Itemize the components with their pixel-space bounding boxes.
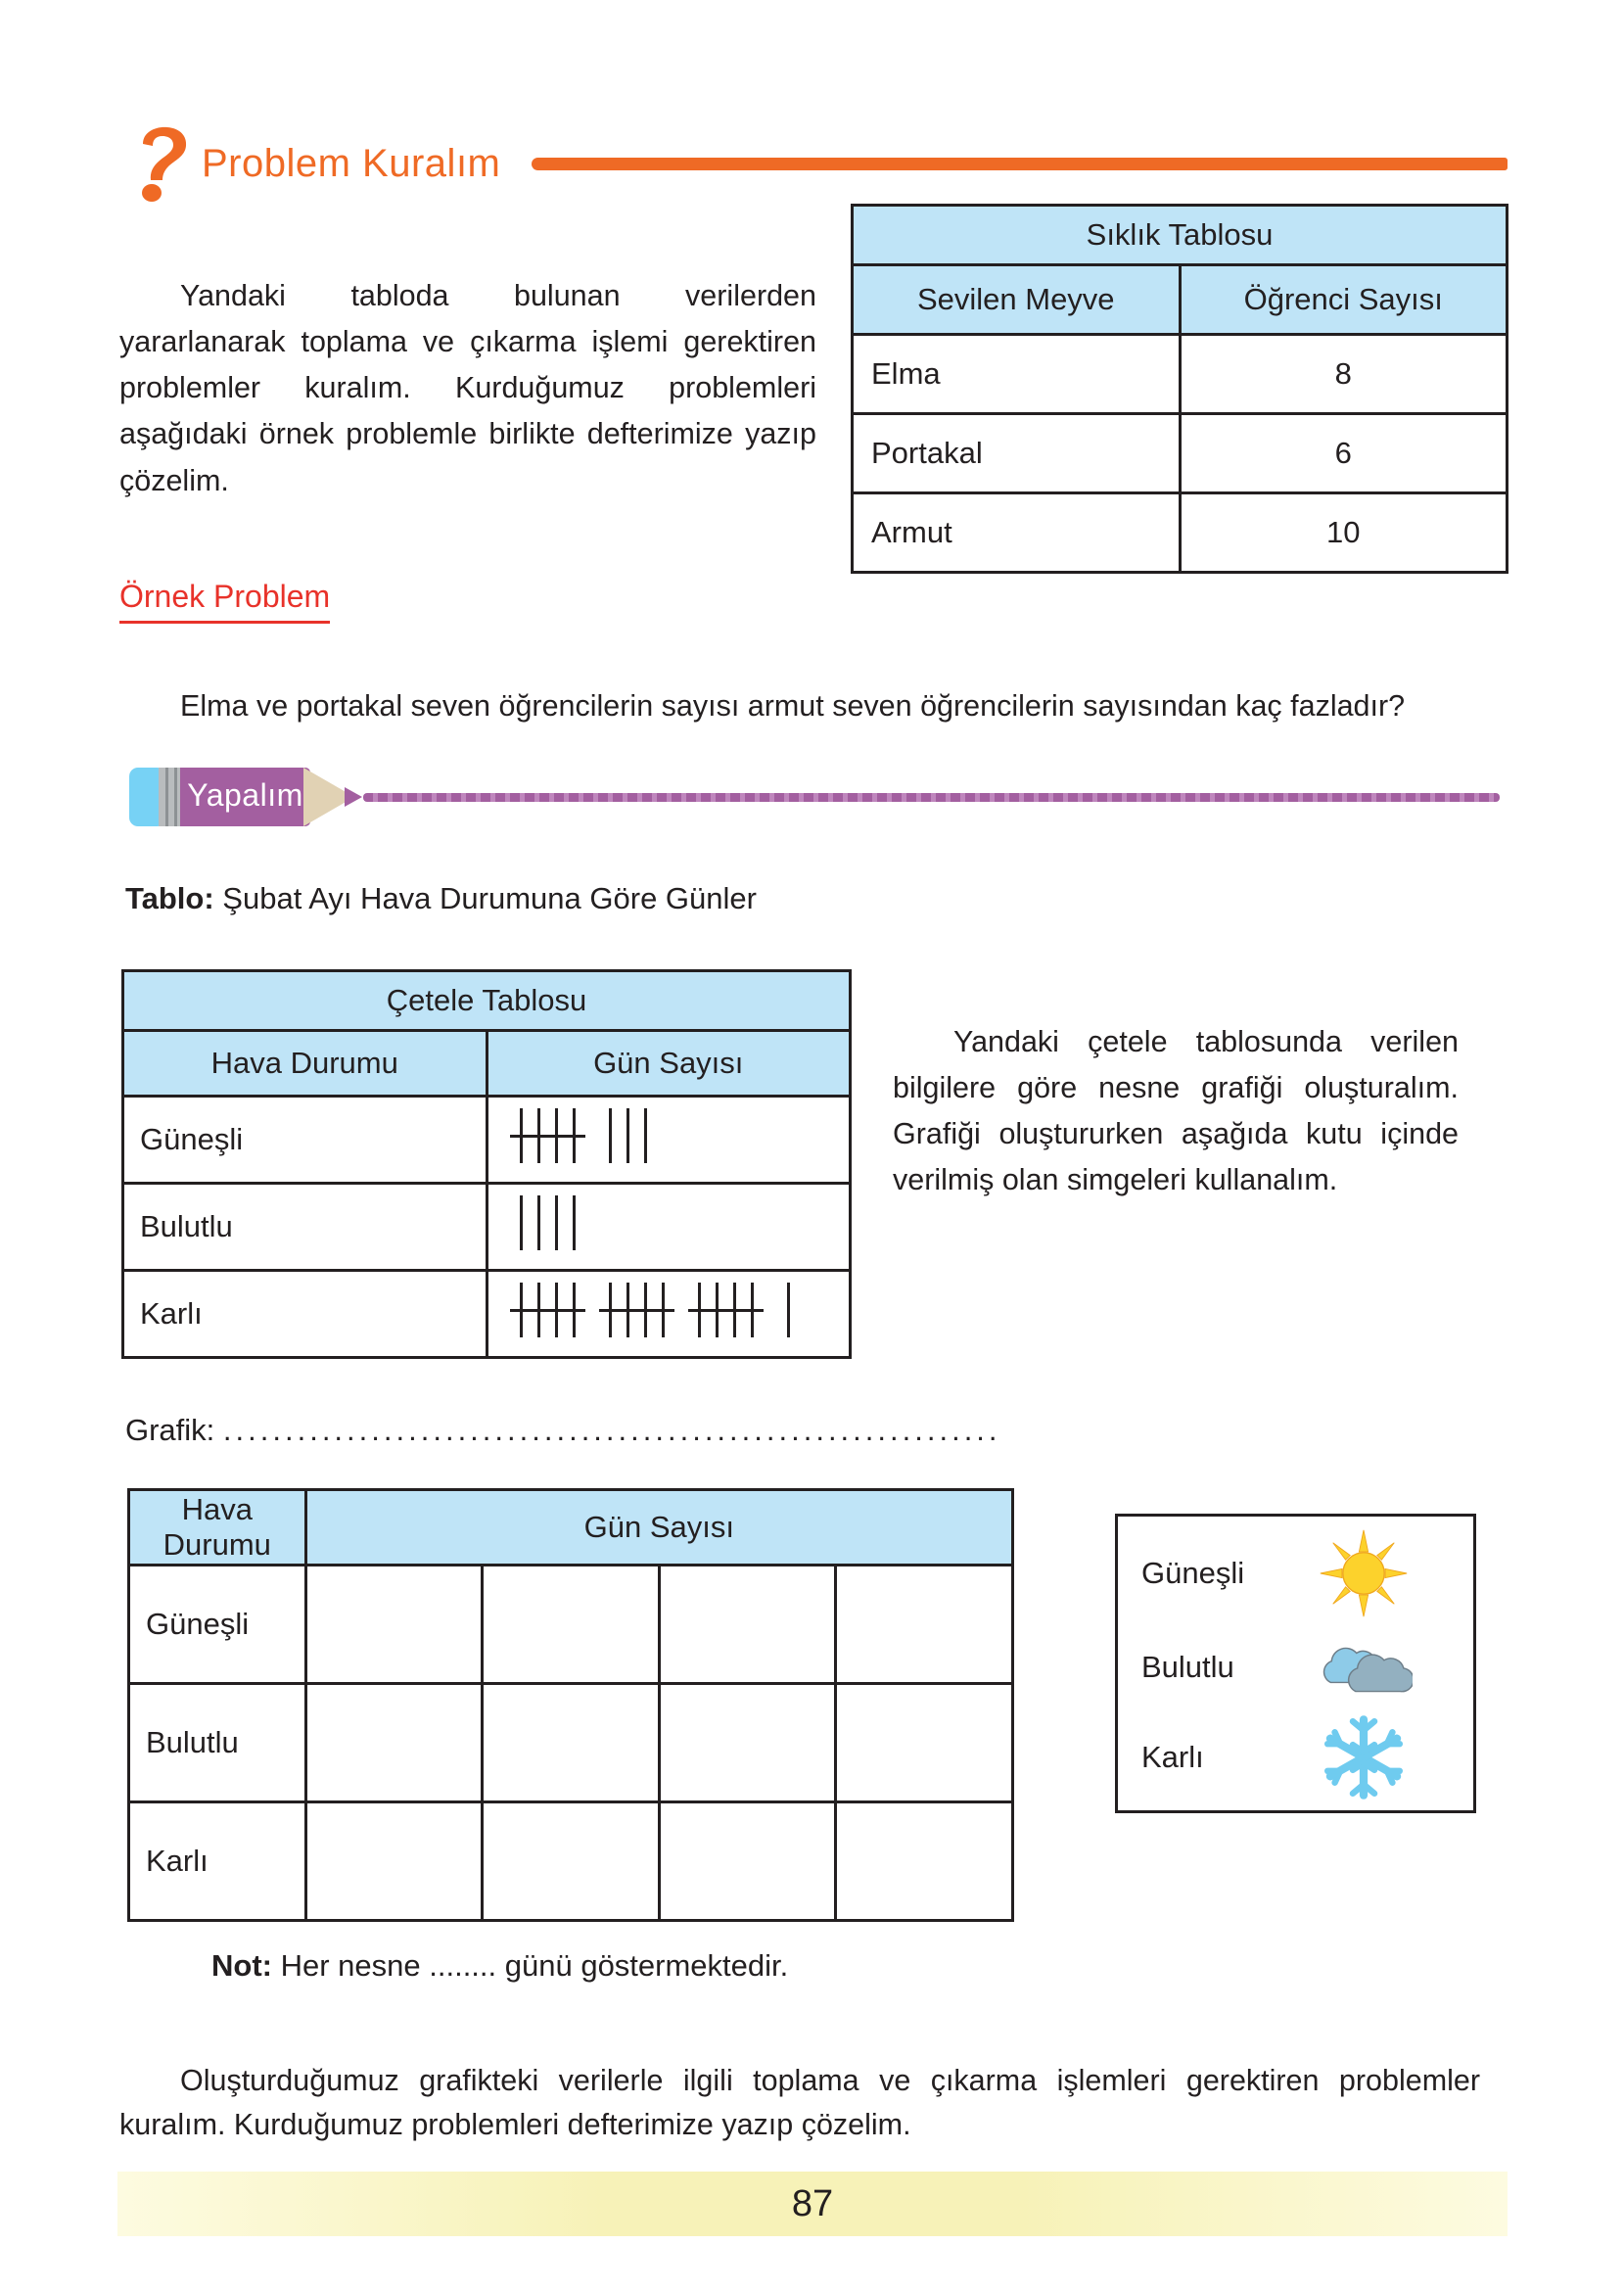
table-row [123, 971, 851, 1031]
legend-label: Güneşli [1141, 1556, 1245, 1590]
graph-label [125, 1413, 1001, 1448]
graph-label-blank: ............................................................... [222, 1413, 1001, 1447]
tally-stroke [555, 1195, 558, 1250]
tally-stroke [787, 1283, 790, 1337]
tally-stroke [555, 1283, 558, 1337]
banner-rule [363, 793, 1500, 802]
tally-bundle-partial [516, 1195, 580, 1250]
fruit-count: 10 [1180, 493, 1508, 573]
fruit-label: Portakal [853, 414, 1181, 493]
symbol-legend-box [1115, 1514, 1476, 1813]
page-number: 87 [791, 2182, 834, 2224]
tally-group [516, 1108, 651, 1163]
column-header-days: Gün Sayısı [487, 1031, 851, 1097]
table-row [129, 1490, 1013, 1566]
tally-marks-cell [487, 1097, 851, 1184]
tally-group [516, 1283, 794, 1337]
weather-label: Güneşli [123, 1097, 487, 1184]
weather-label: Bulutlu [123, 1184, 487, 1271]
closing-paragraph: Oluşturduğumuz grafikteki verilerle ilgili toplama ve çıkarma işlemleri gerektiren problemler kuralım. Kurduğumuz problemleri defterimize yazıp çözelim. [119, 2063, 1480, 2142]
pencil-ferrule [159, 768, 182, 826]
graph-label-prefix: Grafik: [125, 1413, 215, 1447]
example-problem-heading: Örnek Problem [119, 579, 330, 624]
tally-stroke [537, 1195, 540, 1250]
legend-label: Karlı [1141, 1740, 1204, 1774]
table-row [129, 1802, 1013, 1921]
legend-item-sunny [1118, 1524, 1473, 1622]
fruit-count: 8 [1180, 335, 1508, 414]
table-row [129, 1684, 1013, 1802]
cloud-icon [1310, 1620, 1417, 1714]
sun-icon [1310, 1526, 1417, 1620]
graph-empty-cell[interactable] [836, 1684, 1013, 1802]
table-row [853, 414, 1508, 493]
tally-table-title: Çetele Tablosu [123, 971, 851, 1031]
table-row [123, 1184, 851, 1271]
graph-empty-cell[interactable] [836, 1802, 1013, 1921]
table-caption [125, 881, 757, 916]
pencil-body [180, 768, 310, 826]
graph-empty-cell[interactable] [836, 1566, 1013, 1684]
graph-empty-cell[interactable] [305, 1566, 483, 1684]
pencil-icon [129, 766, 367, 828]
column-header-fruit: Sevilen Meyve [853, 265, 1181, 335]
fruit-count: 6 [1180, 414, 1508, 493]
tally-bundle-partial [783, 1283, 794, 1337]
tally-stroke [626, 1108, 629, 1163]
note-prefix: Not: [211, 1948, 272, 1983]
weather-label: Güneşli [129, 1566, 306, 1684]
tally-stroke [520, 1108, 523, 1163]
tally-stroke [609, 1108, 612, 1163]
section-header [137, 125, 1508, 202]
legend-item-cloudy [1118, 1618, 1473, 1716]
tally-group [516, 1195, 580, 1250]
table-row [853, 335, 1508, 414]
tally-bundle-partial [605, 1108, 651, 1163]
tally-stroke [644, 1283, 647, 1337]
graph-empty-cell[interactable] [659, 1684, 836, 1802]
tally-stroke [698, 1283, 701, 1337]
tally-stroke [555, 1108, 558, 1163]
column-header-count: Öğrenci Sayısı [1180, 265, 1508, 335]
pencil-tip [345, 787, 362, 807]
tally-stroke [573, 1283, 576, 1337]
column-header-weather: Hava Durumu [129, 1490, 306, 1566]
table-row [129, 1566, 1013, 1684]
weather-label: Karlı [129, 1802, 306, 1921]
tally-stroke [644, 1108, 647, 1163]
legend-label: Bulutlu [1141, 1650, 1234, 1684]
tally-side-paragraph: Yandaki çetele tablosunda verilen bilgilere göre nesne grafiği oluşturalım. Grafiği oluştururken aşağıda kutu içinde verilmiş olan simgeleri kullanalım. [893, 1024, 1459, 1197]
tally-table [121, 969, 852, 1359]
weather-label: Karlı [123, 1271, 487, 1358]
tally-stroke [520, 1283, 523, 1337]
tally-stroke [573, 1108, 576, 1163]
fruit-label: Armut [853, 493, 1181, 573]
graph-empty-cell[interactable] [483, 1802, 660, 1921]
fruit-label: Elma [853, 335, 1181, 414]
tally-stroke [537, 1283, 540, 1337]
graph-empty-cell[interactable] [483, 1684, 660, 1802]
tally-stroke [733, 1283, 736, 1337]
tally-stroke [716, 1283, 719, 1337]
legend-item-snowy [1118, 1708, 1473, 1806]
yapalim-banner [129, 764, 1500, 830]
column-header-weather: Hava Durumu [123, 1031, 487, 1097]
table-row [123, 1031, 851, 1097]
graph-empty-cell[interactable] [483, 1566, 660, 1684]
question-mark-icon [137, 125, 188, 202]
tally-stroke [626, 1283, 629, 1337]
snowflake-icon [1310, 1710, 1417, 1804]
table-row [853, 265, 1508, 335]
intro-paragraph: Yandaki tabloda bulunan verilerden yararlanarak toplama ve çıkarma işlemi gerektiren problemler kuralım. Kurduğumuz problemleri aşağıdaki örnek problemle birlikte defterimize yazıp çözelim. [119, 278, 816, 497]
tally-bundle-five [516, 1108, 580, 1163]
graph-empty-cell[interactable] [305, 1802, 483, 1921]
tally-stroke [609, 1283, 612, 1337]
column-header-days: Gün Sayısı [305, 1490, 1012, 1566]
table-caption-prefix: Tablo: [125, 881, 214, 915]
section-title: Problem Kuralım [202, 141, 501, 185]
object-graph-table[interactable] [127, 1488, 1014, 1922]
tally-marks-cell [487, 1271, 851, 1358]
tally-stroke [662, 1283, 665, 1337]
weather-label: Bulutlu [129, 1684, 306, 1802]
frequency-table-title: Sıklık Tablosu [853, 206, 1508, 265]
tally-bundle-five [605, 1283, 669, 1337]
note-line [211, 1948, 788, 1984]
footer-band [117, 2172, 1508, 2236]
header-rule [532, 158, 1508, 170]
tally-stroke [520, 1195, 523, 1250]
table-row [123, 1097, 851, 1184]
graph-empty-cell[interactable] [659, 1802, 836, 1921]
table-caption-text: Şubat Ayı Hava Durumuna Göre Günler [213, 881, 757, 915]
tally-marks-cell [487, 1184, 851, 1271]
note-text: Her nesne ........ günü göstermektedir. [271, 1948, 789, 1983]
graph-empty-cell[interactable] [659, 1566, 836, 1684]
tally-stroke [573, 1195, 576, 1250]
table-row [853, 206, 1508, 265]
tally-bundle-five [694, 1283, 758, 1337]
graph-empty-cell[interactable] [305, 1684, 483, 1802]
tally-stroke [751, 1283, 754, 1337]
frequency-table [851, 204, 1508, 574]
tally-bundle-five [516, 1283, 580, 1337]
yapalim-label: Yapalım [187, 777, 303, 813]
table-row [853, 493, 1508, 573]
tally-stroke [537, 1108, 540, 1163]
example-problem-body: Elma ve portakal seven öğrencilerin sayısı armut seven öğrencilerin sayısından kaç fazladır? [180, 688, 1406, 723]
pencil-eraser [129, 768, 161, 826]
table-row [123, 1271, 851, 1358]
